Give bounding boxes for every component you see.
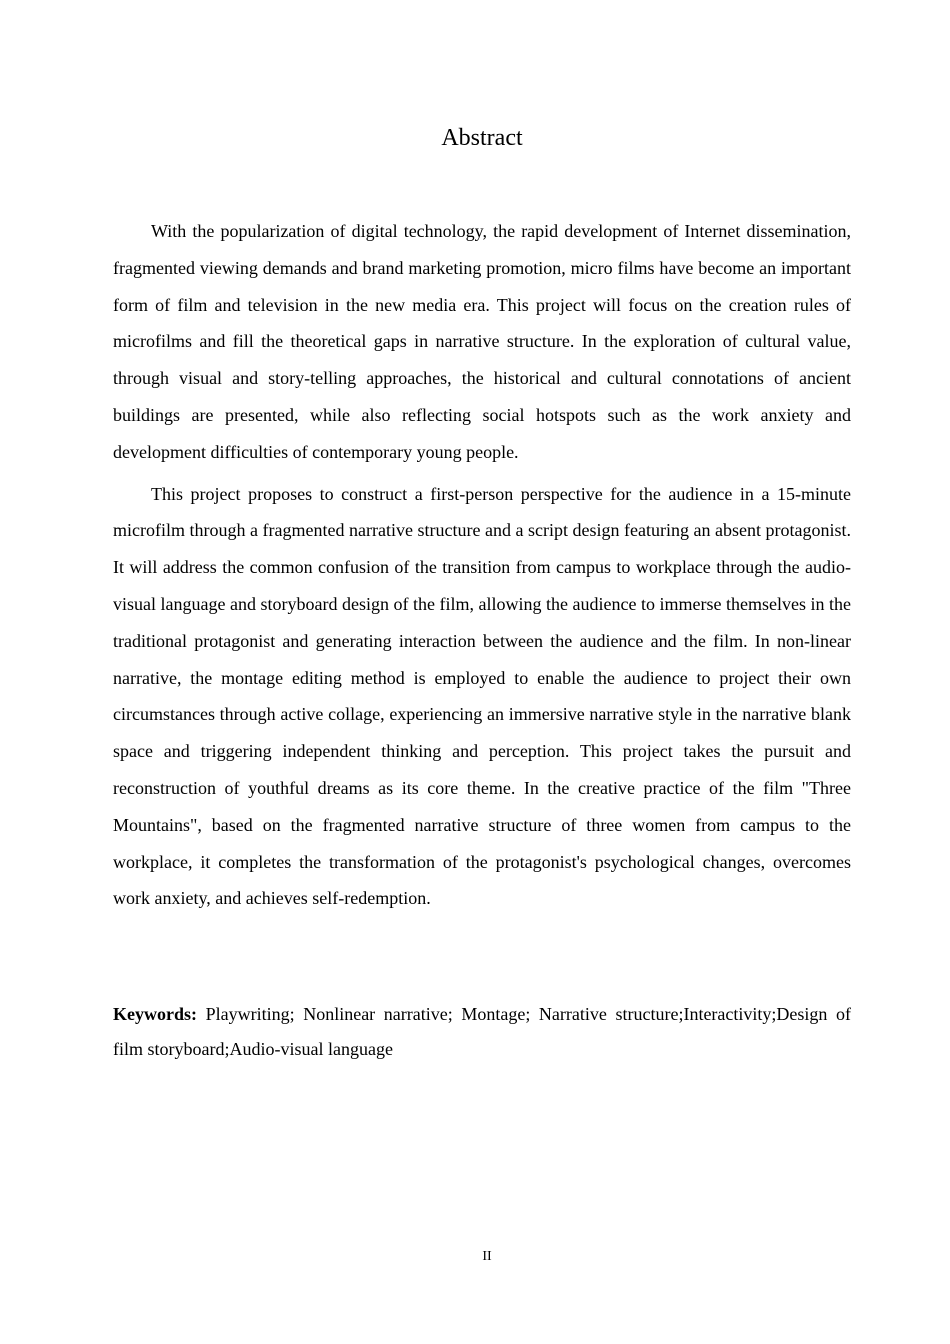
abstract-body <box>113 213 851 922</box>
abstract-paragraph-2: This project proposes to construct a first-person perspective for the audience in a 15-minute microfilm through a fragmented narrative structure and a script design featuring an absent protagonist. It will address the common confusion of the transition from campus to workplace through the audio-visual language and storyboard design of the film, allowing the audience to immerse themselves in the traditional protagonist and generating interaction between the audience and the film. In non-linear narrative, the montage editing method is employed to enable the audience to project their own circumstances through active collage, experiencing an immersive narrative style in the narrative blank space and triggering independent thinking and perception. This project takes the pursuit and reconstruction of youthful dreams as its core theme. In the creative practice of the film "Three Mountains", based on the fragmented narrative structure of three women from campus to the workplace, it completes the transformation of the protagonist's psychological changes, overcomes work anxiety, and achieves self-redemption. <box>113 483 851 909</box>
abstract-title: Abstract <box>441 125 523 151</box>
keywords-label: Keywords: <box>113 1004 197 1024</box>
abstract-paragraph-1: With the popularization of digital technology, the rapid development of Internet dissemination, fragmented viewing demands and brand marketing promotion, micro films have become an important form of film and television in the new media era. This project will focus on the creation rules of microfilms and fill the theoretical gaps in narrative structure. In the exploration of cultural value, through visual and story-telling approaches, the historical and cultural connotations of ancient buildings are presented, while also reflecting social hotspots such as the work anxiety and development difficulties of contemporary young people. <box>113 221 851 462</box>
keywords-line <box>113 997 851 1067</box>
keywords-text: Playwriting; Nonlinear narrative; Montage; Narrative structure;Interactivity;Design of film storyboard;Audio-visual language <box>113 1004 851 1059</box>
page-number: II <box>482 1249 492 1264</box>
